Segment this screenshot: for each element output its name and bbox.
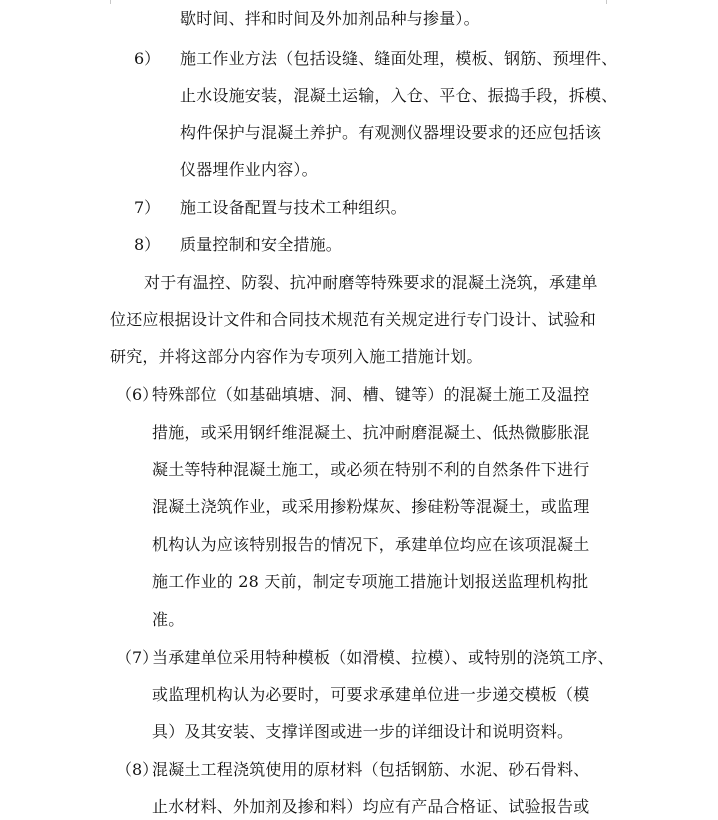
paragraph-line: 准。 xyxy=(152,610,185,629)
paragraph-line: 凝土等特种混凝土施工，或必须在特别不利的自然条件下进行 xyxy=(152,460,590,479)
paragraph-line: 特殊部位（如基础填塘、洞、槽、键等）的混凝土施工及温控 xyxy=(152,385,590,404)
paragraph-line: 质量控制和安全措施。 xyxy=(180,235,343,254)
paragraph-line: 对于有温控、防裂、抗冲耐磨等特殊要求的混凝土浇筑，承建单 xyxy=(144,273,598,292)
paragraph-line: 施工设备配置与技术工种组织。 xyxy=(180,198,407,217)
margin-corner-mark xyxy=(606,0,607,4)
list-number: 8） xyxy=(134,235,161,254)
paragraph-line: 具）及其安装、支撑详图或进一步的详细设计和说明资料。 xyxy=(152,722,574,741)
paragraph-line: 混凝土工程浇筑使用的原材料（包括钢筋、水泥、砂石骨料、 xyxy=(152,760,590,779)
paragraph-line: 机构认为应该特别报告的情况下，承建单位均应在该项混凝土 xyxy=(152,535,590,554)
paragraph-line: 当承建单位采用特种模板（如滑模、拉模）、或特别的浇筑工序、 xyxy=(152,648,614,667)
paragraph-line: 止水材料、外加剂及掺和料）均应有产品合格证、试验报告或 xyxy=(152,797,590,816)
list-number: （6） xyxy=(116,385,159,404)
paragraph-line: 研究，并将这部分内容作为专项列入施工措施计划。 xyxy=(110,347,483,366)
paragraph-line: 位还应根据设计文件和合同技术规范有关规定进行专门设计、试验和 xyxy=(110,310,597,329)
paragraph-line: 施工作业方法（包括设缝、缝面处理，模板、钢筋、预埋件、 xyxy=(180,49,618,68)
paragraph-line: 施工作业的 28 天前，制定专项施工措施计划报送监理机构批 xyxy=(152,572,589,591)
list-number: （8） xyxy=(116,760,159,779)
list-number: 7） xyxy=(134,198,161,217)
paragraph-line: 构件保护与混凝土养护。有观测仪器埋设要求的还应包括该 xyxy=(180,123,602,142)
paragraph-line: 歇时间、拌和时间及外加剂品种与掺量）。 xyxy=(180,9,480,28)
list-number: 6） xyxy=(134,49,161,68)
paragraph-line: 止水设施安装，混凝土运输，入仓、平仓、振捣手段，拆模、 xyxy=(180,86,618,105)
paragraph-line: 混凝土浇筑作业，或采用掺粉煤灰、掺硅粉等混凝土，或监理 xyxy=(152,497,590,516)
list-number: （7） xyxy=(116,648,159,667)
paragraph-line: 措施，或采用钢纤维混凝土、抗冲耐磨混凝土、低热微膨胀混 xyxy=(152,423,590,442)
paragraph-line: 或监理机构认为必要时，可要求承建单位进一步递交模板（模 xyxy=(152,685,590,704)
paragraph-line: 仪器埋作业内容）。 xyxy=(180,160,318,179)
margin-corner-mark xyxy=(110,0,111,4)
